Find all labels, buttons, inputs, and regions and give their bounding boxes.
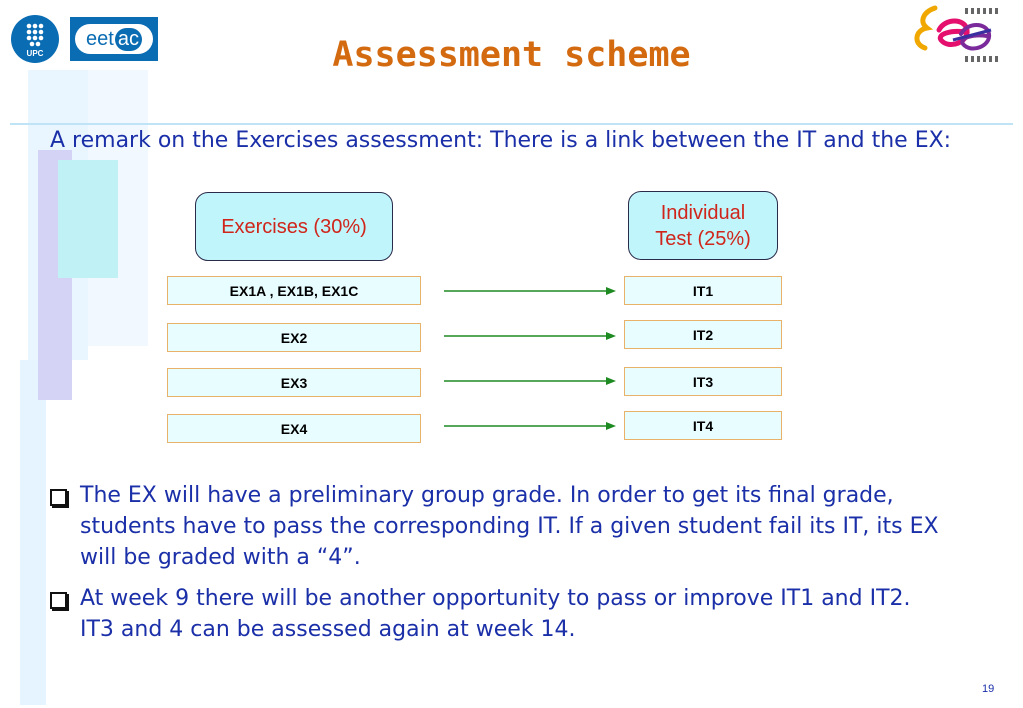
exercise-box: EX4 [167, 414, 421, 443]
individual-test-box: IT4 [624, 411, 782, 440]
checkbox-bullet-icon [50, 489, 67, 506]
background-stripe [58, 160, 118, 278]
checkbox-bullet-icon [50, 592, 67, 609]
page-title: Assessment scheme [332, 35, 691, 75]
page-number: 19 [982, 683, 995, 695]
individual-test-box: IT2 [624, 320, 782, 349]
individual-test-header-line2: Test (25%) [655, 227, 751, 250]
eetac-logo-accent: ac [115, 28, 142, 51]
exercise-box: EX2 [167, 323, 421, 352]
link-arrow [444, 290, 616, 292]
bullet-text: At week 9 there will be another opportunity to pass or improve IT1 and IT2. IT3 and 4 can be assessed again at week 14. [80, 586, 911, 642]
exercise-box: EX3 [167, 368, 421, 397]
bullet-item [44, 583, 944, 645]
individual-test-header-line1: Individual [660, 201, 746, 224]
title-divider [10, 123, 1013, 125]
bullet-text: The EX will have a preliminary group grade. In order to get its final grade, students have to pass the corresponding IT. If a given student fail its IT, its EX will be graded with a “4”. [80, 483, 939, 570]
remark-text: A remark on the Exercises assessment: There is a link between the IT and the EX: [50, 128, 952, 153]
eetac-logo-main: eet [86, 27, 114, 50]
individual-test-header-box [628, 191, 778, 260]
exercises-header-box [195, 192, 393, 261]
background-stripe [20, 360, 46, 705]
link-arrow [444, 380, 616, 382]
bullet-list [44, 480, 944, 655]
individual-test-box: IT1 [624, 276, 782, 305]
upc-logo-text: UPC [26, 49, 44, 58]
exercise-box: EX1A , EX1B, EX1C [167, 276, 421, 305]
exercises-header-label: Exercises (30%) [221, 215, 367, 238]
individual-test-box: IT3 [624, 367, 782, 396]
link-arrow [444, 335, 616, 337]
bullet-item [44, 480, 944, 573]
link-arrow [444, 425, 616, 427]
